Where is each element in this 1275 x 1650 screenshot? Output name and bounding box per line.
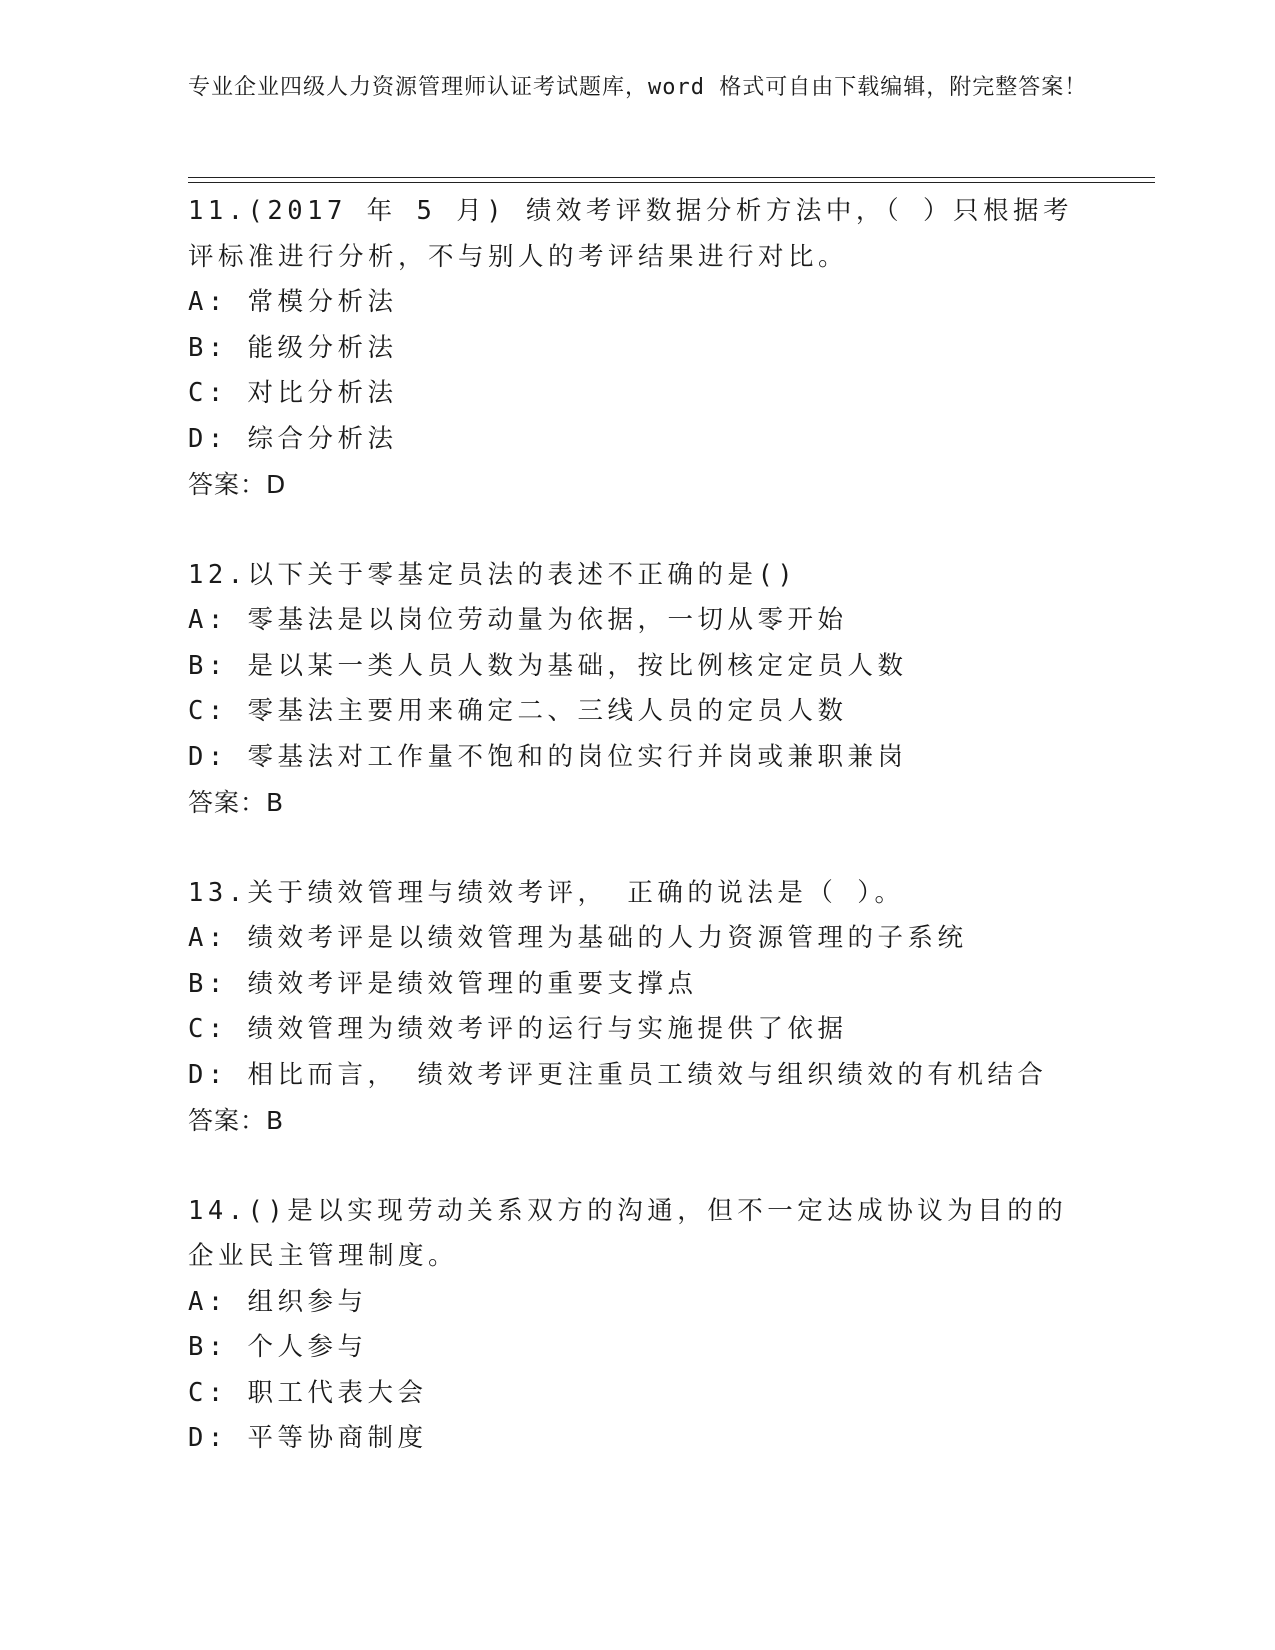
option-b: B: 是以某一类人员人数为基础，按比例核定定员人数 (188, 650, 908, 681)
answer-label: 答案：B (188, 1106, 285, 1135)
header-divider-bottom (188, 182, 1155, 183)
question-stem: 14.()是以实现劳动关系双方的沟通，但不一定达成协议为目的的企业民主管理制度。 (188, 1195, 1068, 1271)
document-header-intro: 专业企业四级人力资源管理师认证考试题库，word 格式可自由下载编辑，附完整答案！ (188, 75, 1088, 100)
question-stem: 12.以下关于零基定员法的表述不正确的是() (188, 559, 798, 590)
header-divider-top (188, 177, 1155, 178)
option-c: C: 对比分析法 (188, 378, 398, 408)
option-c: C: 绩效管理为绩效考评的运行与实施提供了依据 (188, 1014, 848, 1044)
question-list (188, 189, 1108, 1462)
option-b: B: 能级分析法 (188, 332, 398, 363)
question-11 (188, 189, 1108, 508)
option-d: D: 零基法对工作量不饱和的岗位实行并岗或兼职兼岗 (188, 741, 908, 772)
option-a: A: 常模分析法 (188, 287, 398, 317)
option-b: B: 绩效考评是绩效管理的重要支撑点 (188, 968, 698, 999)
question-14 (188, 1189, 1108, 1462)
option-b: B: 个人参与 (188, 1332, 368, 1362)
option-a: A: 绩效考评是以绩效管理为基础的人力资源管理的子系统 (188, 923, 968, 953)
option-d: D: 综合分析法 (188, 423, 398, 454)
option-d: D: 平等协商制度 (188, 1423, 428, 1453)
answer-label: 答案：B (188, 788, 285, 817)
question-13 (188, 871, 1108, 1144)
question-stem: 13.关于绩效管理与绩效考评， 正确的说法是（ ）。 (188, 877, 905, 908)
option-a: A: 零基法是以岗位劳动量为依据，一切从零开始 (188, 605, 848, 635)
question-stem: 11.(2017 年 5 月) 绩效考评数据分析方法中，（ ）只根据考评标准进行分析，不与别人的考评结果进行对比。 (188, 196, 1074, 272)
option-d: D: 相比而言， 绩效考评更注重员工绩效与组织绩效的有机结合 (188, 1059, 1048, 1090)
answer-label: 答案：D (188, 470, 287, 499)
option-c: C: 职工代表大会 (188, 1377, 428, 1408)
question-12 (188, 553, 1108, 826)
option-a: A: 组织参与 (188, 1286, 368, 1317)
option-c: C: 零基法主要用来确定二、三线人员的定员人数 (188, 696, 848, 726)
